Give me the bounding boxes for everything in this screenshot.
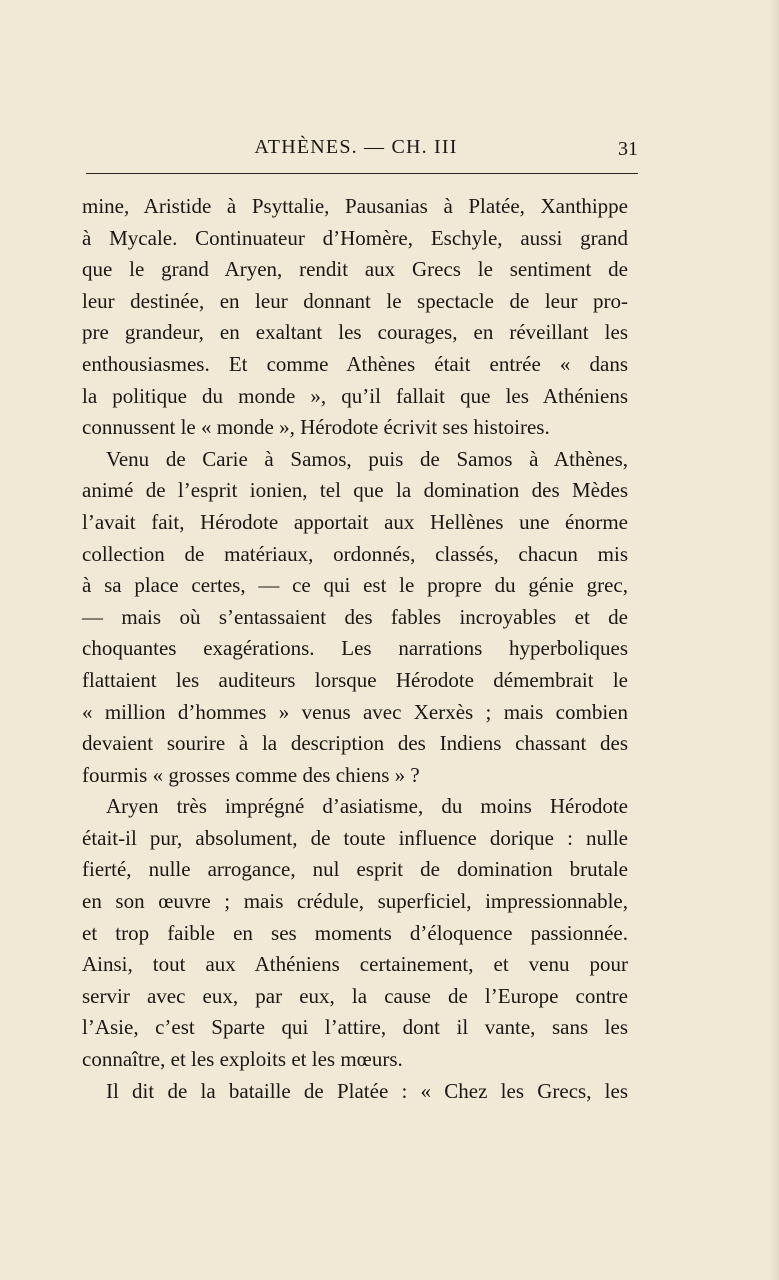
text-line: connussent le « monde », Hérodote écrivit ses histoires. [82,415,550,440]
text-line: « million d’hommes » venus avec Xerxès ; mais combien [82,699,628,724]
running-head [0,132,779,162]
text-line: leur destinée, en leur donnant le spectacle de leur pro- [82,288,628,313]
paragraph-first-line: Venu de Carie à Samos, puis de Samos à Athènes, [106,446,628,471]
text-line: que le grand Aryen, rendit aux Grecs le sentiment de [82,257,628,282]
text-line: connaître, et les exploits et les mœurs. [82,1047,403,1072]
running-title: ATHÈNES. — CH. III [254,136,458,158]
text-line: animé de l’esprit ionien, tel que la domination des Mèdes [82,478,628,503]
header-rule [86,173,638,174]
text-line: enthousiasmes. Et comme Athènes était entrée « dans [82,351,628,376]
text-line: — mais où s’entassaient des fables incroyables et de [82,604,628,629]
text-line: choquantes exagérations. Les narrations hyperboliques [82,636,628,661]
text-line: mine, Aristide à Psyttalie, Pausanias à Platée, Xanthippe [82,194,628,218]
text-line: la politique du monde », qu’il fallait que les Athéniens [82,383,628,408]
paragraph-first-line: Aryen très imprégné d’asiatisme, du moins Hérodote [106,794,628,819]
text-line: à sa place certes, — ce qui est le propre du génie grec, [82,573,628,598]
text-line: Ainsi, tout aux Athéniens certainement, et venu pour [82,952,628,977]
text-line: l’avait fait, Hérodote apportait aux Hellènes une énorme [82,509,628,534]
text-line: à Mycale. Continuateur d’Homère, Eschyle, aussi grand [82,225,628,250]
text-line: l’Asie, c’est Sparte qui l’attire, dont il vante, sans les [82,1015,628,1040]
text-line: fierté, nulle arrogance, nul esprit de domination brutale [82,857,628,882]
page-number: 31 [618,138,638,160]
text-line: était-il pur, absolument, de toute influence dorique : nulle [82,825,628,850]
page-edge-shadow [769,0,779,1280]
paragraph-first-line: Il dit de la bataille de Platée : « Chez les Grecs, les [106,1078,628,1103]
text-line: devaient sourire à la description des Indiens chassant des [82,731,628,756]
text-line: et trop faible en ses moments d’éloquence passionnée. [82,920,628,945]
body-text [82,191,628,1107]
text-line: fourmis « grosses comme des chiens » ? [82,762,420,787]
text-line: en son œuvre ; mais crédule, superficiel, impressionnable, [82,889,628,914]
text-line: collection de matériaux, ordonnés, classés, chacun mis [82,541,628,566]
text-line: flattaient les auditeurs lorsque Hérodote démembrait le [82,667,628,692]
text-line: pre grandeur, en exaltant les courages, en réveillant les [82,320,628,345]
text-line: servir avec eux, par eux, la cause de l’Europe contre [82,983,628,1008]
